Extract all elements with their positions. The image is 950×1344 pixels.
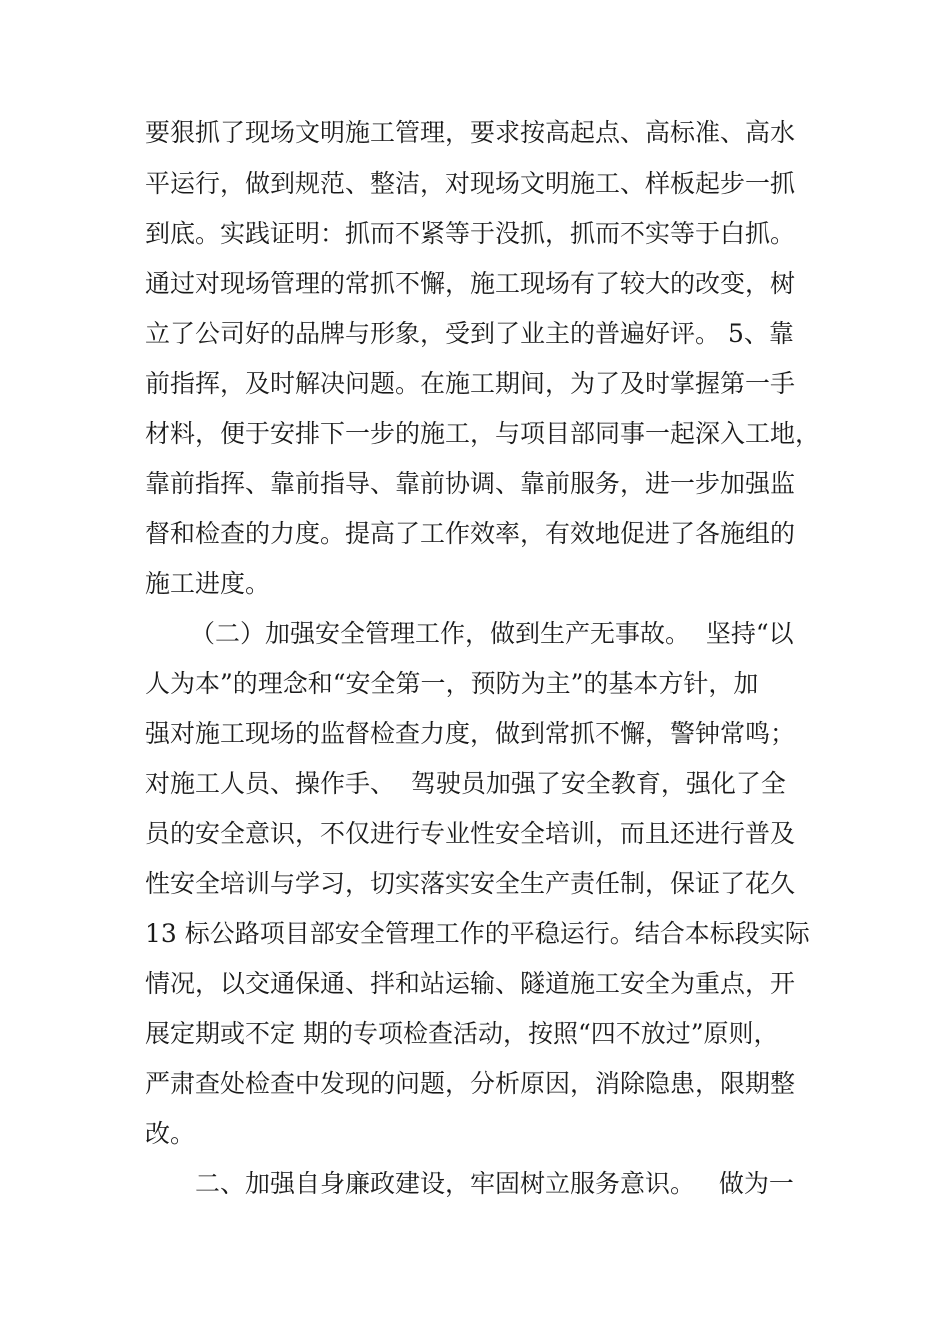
text-line: 靠前指挥、靠前指导、靠前协调、靠前服务，进一步加强监 bbox=[145, 469, 796, 498]
text-line: 人为本”的理念和“安全第一，预防为主”的基本方针，加 bbox=[145, 669, 759, 698]
text-line: 前指挥，及时解决问题。在施工期间，为了及时掌握第一手 bbox=[145, 369, 796, 398]
text-line: 立了公司好的品牌与形象，受到了业主的普遍好评。 5、靠 bbox=[145, 319, 794, 348]
text-line: 13 标公路项目部安全管理工作的平稳运行。结合本标段实际 bbox=[145, 919, 810, 948]
text-line: 性安全培训与学习，切实落实安全生产责任制，保证了花久 bbox=[145, 869, 796, 898]
section-heading-line: 二、加强自身廉政建设，牢固树立服务意识。 做为一 bbox=[195, 1169, 794, 1198]
text-line: 改。 bbox=[145, 1119, 196, 1148]
text-line: 强对施工现场的监督检查力度，做到常抓不懈，警钟常鸣； bbox=[145, 719, 796, 748]
text-line: 对施工人员、操作手、 驾驶员加强了安全教育，强化了全 bbox=[145, 769, 786, 798]
text-line: 平运行，做到规范、整洁，对现场文明施工、样板起步一抓 bbox=[145, 169, 796, 198]
section-heading-line: （二）加强安全管理工作，做到生产无事故。 坚持“以 bbox=[190, 619, 794, 648]
text-line: 情况，以交通保通、拌和站运输、隧道施工安全为重点，开 bbox=[145, 969, 796, 998]
text-line: 通过对现场管理的常抓不懈，施工现场有了较大的改变，树 bbox=[145, 269, 796, 298]
text-line: 材料，便于安排下一步的施工，与项目部同事一起深入工地， bbox=[145, 419, 821, 448]
text-line: 展定期或不定 期的专项检查活动，按照“四不放过”原则， bbox=[145, 1019, 779, 1048]
text-line: 到底。实践证明：抓而不紧等于没抓，抓而不实等于白抓。 bbox=[145, 219, 796, 248]
text-line: 施工进度。 bbox=[145, 569, 271, 598]
text-line: 督和检查的力度。提高了工作效率，有效地促进了各施组的 bbox=[145, 519, 796, 548]
text-line: 要狠抓了现场文明施工管理，要求按高起点、高标准、高水 bbox=[145, 118, 796, 147]
text-line: 员的安全意识，不仅进行专业性安全培训，而且还进行普及 bbox=[145, 819, 796, 848]
text-line: 严肃查处检查中发现的问题，分析原因，消除隐患，限期整 bbox=[145, 1069, 796, 1098]
